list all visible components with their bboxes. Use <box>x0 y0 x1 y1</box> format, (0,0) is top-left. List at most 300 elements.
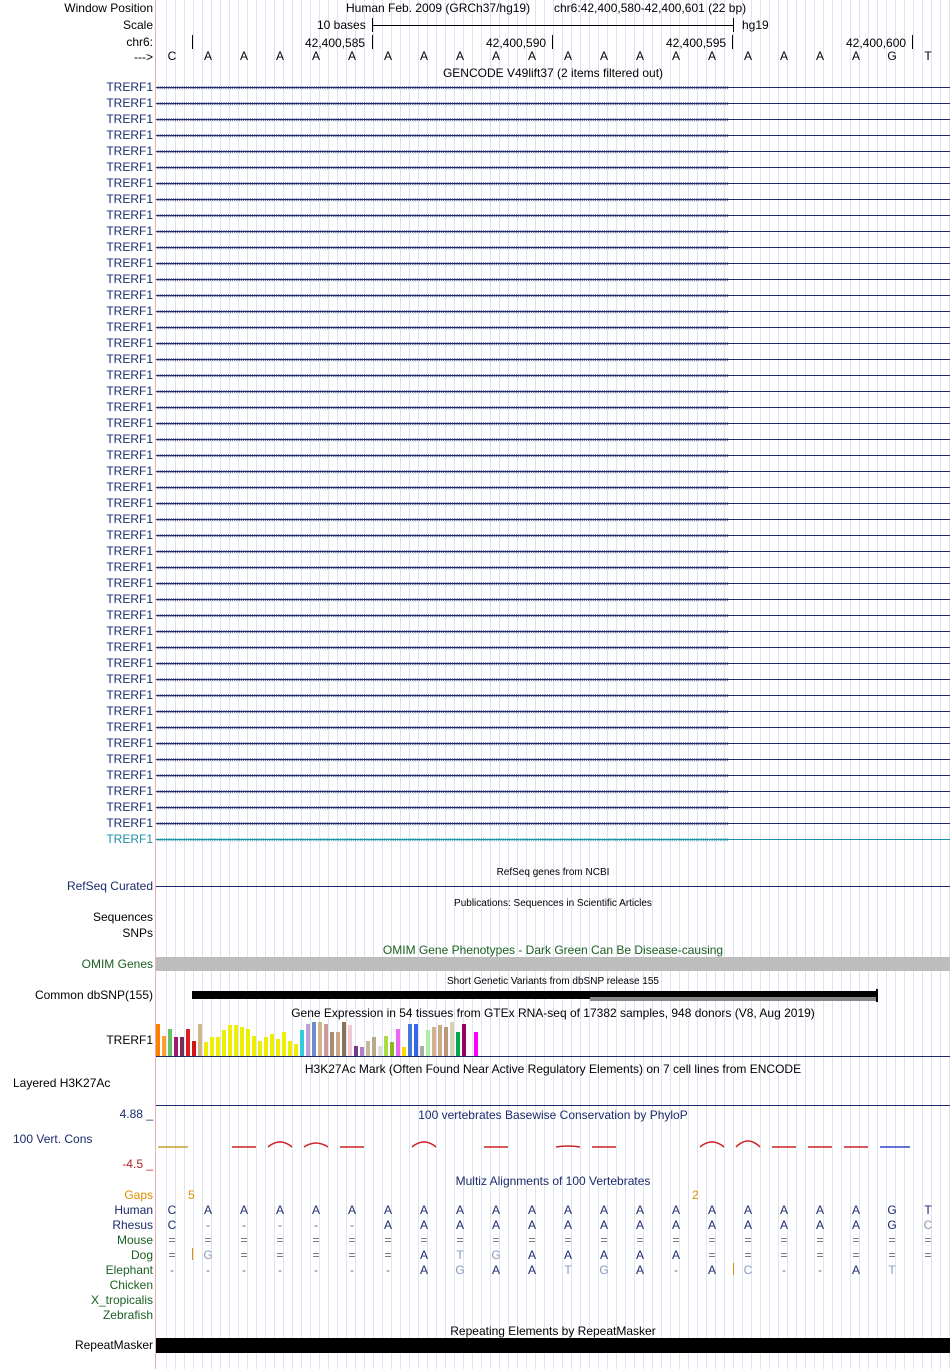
strand-chevrons-icon: ‹‹‹‹‹‹‹‹‹‹‹‹‹‹‹‹‹‹‹‹‹‹‹‹‹‹‹‹‹‹‹‹‹‹‹‹‹‹‹‹‹‹‹‹‹‹‹‹‹‹‹‹‹‹‹‹‹‹‹‹‹‹‹‹‹‹‹‹‹‹‹‹‹‹‹‹‹‹‹‹‹‹‹‹‹‹‹‹‹‹‹‹‹‹‹‹‹‹‹‹‹‹‹‹‹‹‹‹‹‹‹‹‹‹‹‹‹‹‹‹‹‹‹‹‹‹‹‹‹‹‹‹‹‹‹‹‹‹‹‹‹‹‹‹‹‹‹‹‹‹‹‹‹‹‹‹‹‹‹‹‹‹‹‹‹‹‹‹‹‹‹‹‹‹‹‹‹‹‹‹‹‹‹‹‹‹‹‹‹‹‹‹‹‹‹‹‹‹‹‹‹‹‹‹‹‹‹‹‹‹‹‹‹‹‹‹‹‹‹‹‹‹‹‹‹‹‹‹‹‹‹‹‹‹‹‹‹‹‹‹‹‹‹‹‹‹‹‹‹‹‹‹‹‹‹‹‹‹‹‹ <box>156 516 728 523</box>
gtex-tissue-bar[interactable] <box>330 1032 334 1056</box>
alignment-base: - <box>242 1263 246 1277</box>
gencode-transcript-label[interactable]: TRERF1 <box>106 768 153 782</box>
gtex-tissue-bar[interactable] <box>348 1025 352 1056</box>
gencode-transcript[interactable] <box>156 372 950 378</box>
gtex-tissue-bar[interactable] <box>156 1024 160 1056</box>
insertion-marker <box>733 1263 734 1275</box>
gencode-transcript[interactable] <box>156 580 950 586</box>
ruler-tick-start <box>192 35 193 49</box>
dbsnp-title[interactable]: Short Genetic Variants from dbSNP release 155 <box>447 976 659 987</box>
gtex-tissue-bar[interactable] <box>462 1024 466 1056</box>
gencode-transcript-label[interactable]: TRERF1 <box>106 544 153 558</box>
gtex-tissue-bar[interactable] <box>228 1025 232 1056</box>
gencode-transcript[interactable] <box>156 116 950 122</box>
strand-chevrons-icon: ‹‹‹‹‹‹‹‹‹‹‹‹‹‹‹‹‹‹‹‹‹‹‹‹‹‹‹‹‹‹‹‹‹‹‹‹‹‹‹‹‹‹‹‹‹‹‹‹‹‹‹‹‹‹‹‹‹‹‹‹‹‹‹‹‹‹‹‹‹‹‹‹‹‹‹‹‹‹‹‹‹‹‹‹‹‹‹‹‹‹‹‹‹‹‹‹‹‹‹‹‹‹‹‹‹‹‹‹‹‹‹‹‹‹‹‹‹‹‹‹‹‹‹‹‹‹‹‹‹‹‹‹‹‹‹‹‹‹‹‹‹‹‹‹‹‹‹‹‹‹‹‹‹‹‹‹‹‹‹‹‹‹‹‹‹‹‹‹‹‹‹‹‹‹‹‹‹‹‹‹‹‹‹‹‹‹‹‹‹‹‹‹‹‹‹‹‹‹‹‹‹‹‹‹‹‹‹‹‹‹‹‹‹‹‹‹‹‹‹‹‹‹‹‹‹‹‹‹‹‹‹‹‹‹‹‹‹‹‹‹‹‹‹‹‹‹‹‹‹‹‹‹‹‹‹‹‹‹‹‹ <box>156 804 728 811</box>
species-label[interactable]: Human <box>114 1203 153 1217</box>
gencode-transcript[interactable] <box>156 356 950 362</box>
gtex-tissue-bar[interactable] <box>252 1036 256 1056</box>
species-label[interactable]: X_tropicalis <box>90 1293 153 1307</box>
gencode-transcript[interactable] <box>156 484 950 490</box>
gencode-transcript-label[interactable]: TRERF1 <box>106 480 153 494</box>
gencode-transcript-label[interactable]: TRERF1 <box>106 784 153 798</box>
gtex-tissue-bar[interactable] <box>192 1041 196 1056</box>
gencode-transcript-label[interactable]: TRERF1 <box>106 672 153 686</box>
gencode-transcript[interactable] <box>156 836 950 842</box>
gencode-transcript[interactable] <box>156 756 950 762</box>
position-range: chr6:42,400,580-42,400,601 (22 bp) <box>554 1 747 15</box>
gencode-transcript-label[interactable]: TRERF1 <box>106 160 153 174</box>
cons-label[interactable]: 100 Vert. Cons <box>13 1132 93 1146</box>
cons-title[interactable]: 100 vertebrates Basewise Conservation by PhyloP <box>418 1108 688 1122</box>
gencode-transcript[interactable] <box>156 180 950 186</box>
gencode-transcript-label[interactable]: TRERF1 <box>106 192 153 206</box>
gtex-tissue-bar[interactable] <box>450 1022 454 1056</box>
alignment-base: = <box>636 1233 644 1247</box>
gtex-tissue-bar[interactable] <box>372 1037 376 1056</box>
gencode-transcript[interactable] <box>156 164 950 170</box>
window-position-label: Window Position <box>64 1 153 15</box>
gencode-transcript-label[interactable]: TRERF1 <box>106 256 153 270</box>
multiz-title[interactable]: Multiz Alignments of 100 Vertebrates <box>455 1174 651 1188</box>
gencode-transcript-label[interactable]: TRERF1 <box>106 112 153 126</box>
gencode-transcript[interactable] <box>156 708 950 714</box>
alignment-base: = <box>780 1233 788 1247</box>
gencode-transcript[interactable] <box>156 276 950 282</box>
reference-base: A <box>275 49 284 63</box>
strand-chevrons-icon: ‹‹‹‹‹‹‹‹‹‹‹‹‹‹‹‹‹‹‹‹‹‹‹‹‹‹‹‹‹‹‹‹‹‹‹‹‹‹‹‹‹‹‹‹‹‹‹‹‹‹‹‹‹‹‹‹‹‹‹‹‹‹‹‹‹‹‹‹‹‹‹‹‹‹‹‹‹‹‹‹‹‹‹‹‹‹‹‹‹‹‹‹‹‹‹‹‹‹‹‹‹‹‹‹‹‹‹‹‹‹‹‹‹‹‹‹‹‹‹‹‹‹‹‹‹‹‹‹‹‹‹‹‹‹‹‹‹‹‹‹‹‹‹‹‹‹‹‹‹‹‹‹‹‹‹‹‹‹‹‹‹‹‹‹‹‹‹‹‹‹‹‹‹‹‹‹‹‹‹‹‹‹‹‹‹‹‹‹‹‹‹‹‹‹‹‹‹‹‹‹‹‹‹‹‹‹‹‹‹‹‹‹‹‹‹‹‹‹‹‹‹‹‹‹‹‹‹‹‹‹‹‹‹‹‹‹‹‹‹‹‹‹‹‹‹‹‹‹‹‹‹‹‹‹‹‹‹‹‹‹ <box>156 356 728 363</box>
gtex-bar-chart[interactable] <box>156 1022 556 1056</box>
gencode-transcript-label[interactable]: TRERF1 <box>106 400 153 414</box>
gencode-transcript-label[interactable]: TRERF1 <box>106 352 153 366</box>
gencode-transcript[interactable] <box>156 420 950 426</box>
publications-sequences-label[interactable]: Sequences <box>92 910 153 924</box>
strand-chevrons-icon: ‹‹‹‹‹‹‹‹‹‹‹‹‹‹‹‹‹‹‹‹‹‹‹‹‹‹‹‹‹‹‹‹‹‹‹‹‹‹‹‹‹‹‹‹‹‹‹‹‹‹‹‹‹‹‹‹‹‹‹‹‹‹‹‹‹‹‹‹‹‹‹‹‹‹‹‹‹‹‹‹‹‹‹‹‹‹‹‹‹‹‹‹‹‹‹‹‹‹‹‹‹‹‹‹‹‹‹‹‹‹‹‹‹‹‹‹‹‹‹‹‹‹‹‹‹‹‹‹‹‹‹‹‹‹‹‹‹‹‹‹‹‹‹‹‹‹‹‹‹‹‹‹‹‹‹‹‹‹‹‹‹‹‹‹‹‹‹‹‹‹‹‹‹‹‹‹‹‹‹‹‹‹‹‹‹‹‹‹‹‹‹‹‹‹‹‹‹‹‹‹‹‹‹‹‹‹‹‹‹‹‹‹‹‹‹‹‹‹‹‹‹‹‹‹‹‹‹‹‹‹‹‹‹‹‹‹‹‹‹‹‹‹‹‹‹‹‹‹‹‹‹‹‹‹‹‹‹‹‹‹ <box>156 500 728 507</box>
reference-base: A <box>419 49 428 63</box>
omim-label[interactable]: OMIM Genes <box>81 957 153 971</box>
gencode-transcript[interactable] <box>156 692 950 698</box>
h3k27ac-label[interactable]: Layered H3K27Ac <box>13 1076 111 1090</box>
gtex-tissue-bar[interactable] <box>168 1029 172 1056</box>
alignment-base: = <box>456 1233 464 1247</box>
gencode-transcript-label[interactable]: TRERF1 <box>106 336 153 350</box>
gap-count: 2 <box>692 1188 699 1202</box>
ruler-label: 42,400,595 <box>666 36 727 50</box>
reference-base: A <box>527 49 536 63</box>
gencode-transcript-label[interactable]: TRERF1 <box>106 624 153 638</box>
gtex-tissue-bar[interactable] <box>294 1044 298 1056</box>
strand-chevrons-icon: ‹‹‹‹‹‹‹‹‹‹‹‹‹‹‹‹‹‹‹‹‹‹‹‹‹‹‹‹‹‹‹‹‹‹‹‹‹‹‹‹‹‹‹‹‹‹‹‹‹‹‹‹‹‹‹‹‹‹‹‹‹‹‹‹‹‹‹‹‹‹‹‹‹‹‹‹‹‹‹‹‹‹‹‹‹‹‹‹‹‹‹‹‹‹‹‹‹‹‹‹‹‹‹‹‹‹‹‹‹‹‹‹‹‹‹‹‹‹‹‹‹‹‹‹‹‹‹‹‹‹‹‹‹‹‹‹‹‹‹‹‹‹‹‹‹‹‹‹‹‹‹‹‹‹‹‹‹‹‹‹‹‹‹‹‹‹‹‹‹‹‹‹‹‹‹‹‹‹‹‹‹‹‹‹‹‹‹‹‹‹‹‹‹‹‹‹‹‹‹‹‹‹‹‹‹‹‹‹‹‹‹‹‹‹‹‹‹‹‹‹‹‹‹‹‹‹‹‹‹‹‹‹‹‹‹‹‹‹‹‹‹‹‹‹‹‹‹‹‹‹‹‹‹‹‹‹‹‹‹‹ <box>156 164 728 171</box>
gencode-transcript-label[interactable]: TRERF1 <box>106 752 153 766</box>
gtex-tissue-bar[interactable] <box>180 1037 184 1056</box>
gencode-transcript[interactable] <box>156 308 950 314</box>
alignment-base: A <box>347 1203 356 1217</box>
species-label[interactable]: Mouse <box>116 1233 153 1247</box>
alignment-base: = <box>492 1233 500 1247</box>
gencode-transcript-label[interactable]: TRERF1 <box>106 80 153 94</box>
gencode-transcript[interactable] <box>156 148 950 154</box>
alignment-base: = <box>924 1233 932 1247</box>
gencode-transcript-label[interactable]: TRERF1 <box>106 240 153 254</box>
strand-chevrons-icon: ‹‹‹‹‹‹‹‹‹‹‹‹‹‹‹‹‹‹‹‹‹‹‹‹‹‹‹‹‹‹‹‹‹‹‹‹‹‹‹‹‹‹‹‹‹‹‹‹‹‹‹‹‹‹‹‹‹‹‹‹‹‹‹‹‹‹‹‹‹‹‹‹‹‹‹‹‹‹‹‹‹‹‹‹‹‹‹‹‹‹‹‹‹‹‹‹‹‹‹‹‹‹‹‹‹‹‹‹‹‹‹‹‹‹‹‹‹‹‹‹‹‹‹‹‹‹‹‹‹‹‹‹‹‹‹‹‹‹‹‹‹‹‹‹‹‹‹‹‹‹‹‹‹‹‹‹‹‹‹‹‹‹‹‹‹‹‹‹‹‹‹‹‹‹‹‹‹‹‹‹‹‹‹‹‹‹‹‹‹‹‹‹‹‹‹‹‹‹‹‹‹‹‹‹‹‹‹‹‹‹‹‹‹‹‹‹‹‹‹‹‹‹‹‹‹‹‹‹‹‹‹‹‹‹‹‹‹‹‹‹‹‹‹‹‹‹‹‹‹‹‹‹‹‹‹‹‹‹‹‹ <box>156 84 728 91</box>
gencode-transcript-label[interactable]: TRERF1 <box>106 496 153 510</box>
gtex-tissue-bar[interactable] <box>354 1046 358 1056</box>
alignment-base: C <box>923 1218 933 1232</box>
reference-base: A <box>707 49 716 63</box>
gtex-tissue-bar[interactable] <box>174 1037 178 1056</box>
gencode-transcript-label[interactable]: TRERF1 <box>106 384 153 398</box>
dbsnp-label[interactable]: Common dbSNP(155) <box>34 988 153 1002</box>
publications-title[interactable]: Publications: Sequences in Scientific Articles <box>454 898 652 909</box>
omim-feature[interactable] <box>156 957 950 971</box>
gencode-transcript[interactable] <box>156 660 950 666</box>
alignment-base: A <box>563 1203 572 1217</box>
reference-base: A <box>671 49 680 63</box>
alignment-base: = <box>816 1233 824 1247</box>
gencode-transcript[interactable] <box>156 468 950 474</box>
gencode-transcript[interactable] <box>156 244 950 250</box>
alignment-base: A <box>707 1218 716 1232</box>
gtex-tissue-bar[interactable] <box>300 1030 304 1056</box>
gtex-tissue-bar[interactable] <box>444 1027 448 1056</box>
refseq-gene-line[interactable] <box>156 886 950 887</box>
gencode-transcript-label[interactable]: TRERF1 <box>106 704 153 718</box>
alignment-base: = <box>240 1233 248 1247</box>
gencode-transcript[interactable] <box>156 196 950 202</box>
gencode-transcript-label[interactable]: TRERF1 <box>106 640 153 654</box>
gtex-tissue-bar[interactable] <box>438 1025 442 1056</box>
gtex-tissue-bar[interactable] <box>318 1022 322 1056</box>
strand-chevrons-icon: ‹‹‹‹‹‹‹‹‹‹‹‹‹‹‹‹‹‹‹‹‹‹‹‹‹‹‹‹‹‹‹‹‹‹‹‹‹‹‹‹‹‹‹‹‹‹‹‹‹‹‹‹‹‹‹‹‹‹‹‹‹‹‹‹‹‹‹‹‹‹‹‹‹‹‹‹‹‹‹‹‹‹‹‹‹‹‹‹‹‹‹‹‹‹‹‹‹‹‹‹‹‹‹‹‹‹‹‹‹‹‹‹‹‹‹‹‹‹‹‹‹‹‹‹‹‹‹‹‹‹‹‹‹‹‹‹‹‹‹‹‹‹‹‹‹‹‹‹‹‹‹‹‹‹‹‹‹‹‹‹‹‹‹‹‹‹‹‹‹‹‹‹‹‹‹‹‹‹‹‹‹‹‹‹‹‹‹‹‹‹‹‹‹‹‹‹‹‹‹‹‹‹‹‹‹‹‹‹‹‹‹‹‹‹‹‹‹‹‹‹‹‹‹‹‹‹‹‹‹‹‹‹‹‹‹‹‹‹‹‹‹‹‹‹‹‹‹‹‹‹‹‹‹‹‹‹‹‹‹‹ <box>156 708 728 715</box>
cons-wiggle[interactable] <box>156 1128 950 1168</box>
alignment-base: A <box>671 1203 680 1217</box>
strand-chevrons-icon: ‹‹‹‹‹‹‹‹‹‹‹‹‹‹‹‹‹‹‹‹‹‹‹‹‹‹‹‹‹‹‹‹‹‹‹‹‹‹‹‹‹‹‹‹‹‹‹‹‹‹‹‹‹‹‹‹‹‹‹‹‹‹‹‹‹‹‹‹‹‹‹‹‹‹‹‹‹‹‹‹‹‹‹‹‹‹‹‹‹‹‹‹‹‹‹‹‹‹‹‹‹‹‹‹‹‹‹‹‹‹‹‹‹‹‹‹‹‹‹‹‹‹‹‹‹‹‹‹‹‹‹‹‹‹‹‹‹‹‹‹‹‹‹‹‹‹‹‹‹‹‹‹‹‹‹‹‹‹‹‹‹‹‹‹‹‹‹‹‹‹‹‹‹‹‹‹‹‹‹‹‹‹‹‹‹‹‹‹‹‹‹‹‹‹‹‹‹‹‹‹‹‹‹‹‹‹‹‹‹‹‹‹‹‹‹‹‹‹‹‹‹‹‹‹‹‹‹‹‹‹‹‹‹‹‹‹‹‹‹‹‹‹‹‹‹‹‹‹‹‹‹‹‹‹‹‹‹‹‹‹ <box>156 212 728 219</box>
gtex-tissue-bar[interactable] <box>198 1024 202 1056</box>
strand-chevrons-icon: ‹‹‹‹‹‹‹‹‹‹‹‹‹‹‹‹‹‹‹‹‹‹‹‹‹‹‹‹‹‹‹‹‹‹‹‹‹‹‹‹‹‹‹‹‹‹‹‹‹‹‹‹‹‹‹‹‹‹‹‹‹‹‹‹‹‹‹‹‹‹‹‹‹‹‹‹‹‹‹‹‹‹‹‹‹‹‹‹‹‹‹‹‹‹‹‹‹‹‹‹‹‹‹‹‹‹‹‹‹‹‹‹‹‹‹‹‹‹‹‹‹‹‹‹‹‹‹‹‹‹‹‹‹‹‹‹‹‹‹‹‹‹‹‹‹‹‹‹‹‹‹‹‹‹‹‹‹‹‹‹‹‹‹‹‹‹‹‹‹‹‹‹‹‹‹‹‹‹‹‹‹‹‹‹‹‹‹‹‹‹‹‹‹‹‹‹‹‹‹‹‹‹‹‹‹‹‹‹‹‹‹‹‹‹‹‹‹‹‹‹‹‹‹‹‹‹‹‹‹‹‹‹‹‹‹‹‹‹‹‹‹‹‹‹‹‹‹‹‹‹‹‹‹‹‹‹‹‹‹‹ <box>156 548 728 555</box>
gtex-tissue-bar[interactable] <box>258 1041 262 1056</box>
reference-base: A <box>383 49 392 63</box>
alignment-base: A <box>563 1218 572 1232</box>
gtex-tissue-bar[interactable] <box>426 1030 430 1056</box>
gencode-transcript[interactable] <box>156 132 950 138</box>
strand-chevrons-icon: ‹‹‹‹‹‹‹‹‹‹‹‹‹‹‹‹‹‹‹‹‹‹‹‹‹‹‹‹‹‹‹‹‹‹‹‹‹‹‹‹‹‹‹‹‹‹‹‹‹‹‹‹‹‹‹‹‹‹‹‹‹‹‹‹‹‹‹‹‹‹‹‹‹‹‹‹‹‹‹‹‹‹‹‹‹‹‹‹‹‹‹‹‹‹‹‹‹‹‹‹‹‹‹‹‹‹‹‹‹‹‹‹‹‹‹‹‹‹‹‹‹‹‹‹‹‹‹‹‹‹‹‹‹‹‹‹‹‹‹‹‹‹‹‹‹‹‹‹‹‹‹‹‹‹‹‹‹‹‹‹‹‹‹‹‹‹‹‹‹‹‹‹‹‹‹‹‹‹‹‹‹‹‹‹‹‹‹‹‹‹‹‹‹‹‹‹‹‹‹‹‹‹‹‹‹‹‹‹‹‹‹‹‹‹‹‹‹‹‹‹‹‹‹‹‹‹‹‹‹‹‹‹‹‹‹‹‹‹‹‹‹‹‹‹‹‹‹‹‹‹‹‹‹‹‹‹‹‹‹‹ <box>156 820 728 827</box>
gencode-transcript[interactable] <box>156 724 950 730</box>
reference-base: G <box>887 49 897 63</box>
alignment-base: = <box>168 1248 176 1262</box>
alignment-base: - <box>206 1263 210 1277</box>
strand-label[interactable]: ---> <box>134 50 153 64</box>
alignment-base: - <box>278 1218 282 1232</box>
alignment-base: A <box>635 1218 644 1232</box>
reference-base: A <box>815 49 824 63</box>
gencode-transcript-label[interactable]: TRERF1 <box>106 464 153 478</box>
cons-wiggle-segment <box>700 1142 724 1147</box>
alignment-base: = <box>600 1233 608 1247</box>
gencode-title[interactable]: GENCODE V49lift37 (2 items filtered out) <box>442 66 664 80</box>
gtex-tissue-bar[interactable] <box>390 1042 394 1056</box>
gtex-label[interactable]: TRERF1 <box>106 1033 153 1047</box>
gencode-transcript-label[interactable]: TRERF1 <box>106 512 153 526</box>
gtex-tissue-bar[interactable] <box>162 1036 166 1056</box>
alignment-base: = <box>384 1233 392 1247</box>
strand-chevrons-icon: ‹‹‹‹‹‹‹‹‹‹‹‹‹‹‹‹‹‹‹‹‹‹‹‹‹‹‹‹‹‹‹‹‹‹‹‹‹‹‹‹‹‹‹‹‹‹‹‹‹‹‹‹‹‹‹‹‹‹‹‹‹‹‹‹‹‹‹‹‹‹‹‹‹‹‹‹‹‹‹‹‹‹‹‹‹‹‹‹‹‹‹‹‹‹‹‹‹‹‹‹‹‹‹‹‹‹‹‹‹‹‹‹‹‹‹‹‹‹‹‹‹‹‹‹‹‹‹‹‹‹‹‹‹‹‹‹‹‹‹‹‹‹‹‹‹‹‹‹‹‹‹‹‹‹‹‹‹‹‹‹‹‹‹‹‹‹‹‹‹‹‹‹‹‹‹‹‹‹‹‹‹‹‹‹‹‹‹‹‹‹‹‹‹‹‹‹‹‹‹‹‹‹‹‹‹‹‹‹‹‹‹‹‹‹‹‹‹‹‹‹‹‹‹‹‹‹‹‹‹‹‹‹‹‹‹‹‹‹‹‹‹‹‹‹‹‹‹‹‹‹‹‹‹‹‹‹‹‹‹‹ <box>156 180 728 187</box>
alignment-base: A <box>239 1203 248 1217</box>
gencode-transcript[interactable] <box>156 100 950 106</box>
gencode-transcript-label[interactable]: TRERF1 <box>106 416 153 430</box>
gencode-transcript[interactable] <box>156 532 950 538</box>
alignment-base: A <box>383 1203 392 1217</box>
cons-max: 4.88 _ <box>119 1107 153 1121</box>
strand-chevrons-icon: ‹‹‹‹‹‹‹‹‹‹‹‹‹‹‹‹‹‹‹‹‹‹‹‹‹‹‹‹‹‹‹‹‹‹‹‹‹‹‹‹‹‹‹‹‹‹‹‹‹‹‹‹‹‹‹‹‹‹‹‹‹‹‹‹‹‹‹‹‹‹‹‹‹‹‹‹‹‹‹‹‹‹‹‹‹‹‹‹‹‹‹‹‹‹‹‹‹‹‹‹‹‹‹‹‹‹‹‹‹‹‹‹‹‹‹‹‹‹‹‹‹‹‹‹‹‹‹‹‹‹‹‹‹‹‹‹‹‹‹‹‹‹‹‹‹‹‹‹‹‹‹‹‹‹‹‹‹‹‹‹‹‹‹‹‹‹‹‹‹‹‹‹‹‹‹‹‹‹‹‹‹‹‹‹‹‹‹‹‹‹‹‹‹‹‹‹‹‹‹‹‹‹‹‹‹‹‹‹‹‹‹‹‹‹‹‹‹‹‹‹‹‹‹‹‹‹‹‹‹‹‹‹‹‹‹‹‹‹‹‹‹‹‹‹‹‹‹‹‹‹‹‹‹‹‹‹‹‹‹‹ <box>156 836 728 843</box>
reference-base: A <box>491 49 500 63</box>
scale-label: Scale <box>122 18 153 32</box>
alignment-base: = <box>240 1248 248 1262</box>
alignment-base: = <box>348 1248 356 1262</box>
strand-chevrons-icon: ‹‹‹‹‹‹‹‹‹‹‹‹‹‹‹‹‹‹‹‹‹‹‹‹‹‹‹‹‹‹‹‹‹‹‹‹‹‹‹‹‹‹‹‹‹‹‹‹‹‹‹‹‹‹‹‹‹‹‹‹‹‹‹‹‹‹‹‹‹‹‹‹‹‹‹‹‹‹‹‹‹‹‹‹‹‹‹‹‹‹‹‹‹‹‹‹‹‹‹‹‹‹‹‹‹‹‹‹‹‹‹‹‹‹‹‹‹‹‹‹‹‹‹‹‹‹‹‹‹‹‹‹‹‹‹‹‹‹‹‹‹‹‹‹‹‹‹‹‹‹‹‹‹‹‹‹‹‹‹‹‹‹‹‹‹‹‹‹‹‹‹‹‹‹‹‹‹‹‹‹‹‹‹‹‹‹‹‹‹‹‹‹‹‹‹‹‹‹‹‹‹‹‹‹‹‹‹‹‹‹‹‹‹‹‹‹‹‹‹‹‹‹‹‹‹‹‹‹‹‹‹‹‹‹‹‹‹‹‹‹‹‹‹‹‹‹‹‹‹‹‹‹‹‹‹‹‹‹‹‹ <box>156 468 728 475</box>
gencode-transcript[interactable] <box>156 340 950 346</box>
gencode-transcript-label[interactable]: TRERF1 <box>106 224 153 238</box>
refseq-title[interactable]: RefSeq genes from NCBI <box>496 867 610 878</box>
gtex-tissue-bar[interactable] <box>384 1036 388 1056</box>
gtex-tissue-bar[interactable] <box>402 1047 406 1056</box>
ruler-label: 42,400,600 <box>846 36 907 50</box>
gencode-transcript-label[interactable]: TRERF1 <box>106 592 153 606</box>
alignment-base: - <box>170 1263 174 1277</box>
gtex-tissue-bar[interactable] <box>408 1024 412 1056</box>
gencode-transcript[interactable] <box>156 804 950 810</box>
gtex-tissue-bar[interactable] <box>216 1037 220 1056</box>
alignment-base: A <box>671 1218 680 1232</box>
alignment-base: A <box>779 1203 788 1217</box>
gencode-transcript-label[interactable]: TRERF1 <box>106 96 153 110</box>
dbsnp-feature-secondary[interactable] <box>590 997 878 1001</box>
strand-chevrons-icon: ‹‹‹‹‹‹‹‹‹‹‹‹‹‹‹‹‹‹‹‹‹‹‹‹‹‹‹‹‹‹‹‹‹‹‹‹‹‹‹‹‹‹‹‹‹‹‹‹‹‹‹‹‹‹‹‹‹‹‹‹‹‹‹‹‹‹‹‹‹‹‹‹‹‹‹‹‹‹‹‹‹‹‹‹‹‹‹‹‹‹‹‹‹‹‹‹‹‹‹‹‹‹‹‹‹‹‹‹‹‹‹‹‹‹‹‹‹‹‹‹‹‹‹‹‹‹‹‹‹‹‹‹‹‹‹‹‹‹‹‹‹‹‹‹‹‹‹‹‹‹‹‹‹‹‹‹‹‹‹‹‹‹‹‹‹‹‹‹‹‹‹‹‹‹‹‹‹‹‹‹‹‹‹‹‹‹‹‹‹‹‹‹‹‹‹‹‹‹‹‹‹‹‹‹‹‹‹‹‹‹‹‹‹‹‹‹‹‹‹‹‹‹‹‹‹‹‹‹‹‹‹‹‹‹‹‹‹‹‹‹‹‹‹‹‹‹‹‹‹‹‹‹‹‹‹‹‹‹‹‹ <box>156 580 728 587</box>
alignment-base: G <box>887 1218 897 1232</box>
scale-bar-left-tick <box>372 18 373 32</box>
alignment-base: = <box>168 1233 176 1247</box>
gencode-transcript-label[interactable]: TRERF1 <box>106 176 153 190</box>
gencode-transcript-label[interactable]: TRERF1 <box>106 720 153 734</box>
alignment-base: A <box>635 1203 644 1217</box>
alignment-base: A <box>851 1218 860 1232</box>
gencode-transcript-label[interactable]: TRERF1 <box>106 288 153 302</box>
gencode-transcript[interactable] <box>156 548 950 554</box>
gtex-baseline <box>156 1056 950 1057</box>
gencode-transcript-label[interactable]: TRERF1 <box>106 368 153 382</box>
strand-chevrons-icon: ‹‹‹‹‹‹‹‹‹‹‹‹‹‹‹‹‹‹‹‹‹‹‹‹‹‹‹‹‹‹‹‹‹‹‹‹‹‹‹‹‹‹‹‹‹‹‹‹‹‹‹‹‹‹‹‹‹‹‹‹‹‹‹‹‹‹‹‹‹‹‹‹‹‹‹‹‹‹‹‹‹‹‹‹‹‹‹‹‹‹‹‹‹‹‹‹‹‹‹‹‹‹‹‹‹‹‹‹‹‹‹‹‹‹‹‹‹‹‹‹‹‹‹‹‹‹‹‹‹‹‹‹‹‹‹‹‹‹‹‹‹‹‹‹‹‹‹‹‹‹‹‹‹‹‹‹‹‹‹‹‹‹‹‹‹‹‹‹‹‹‹‹‹‹‹‹‹‹‹‹‹‹‹‹‹‹‹‹‹‹‹‹‹‹‹‹‹‹‹‹‹‹‹‹‹‹‹‹‹‹‹‹‹‹‹‹‹‹‹‹‹‹‹‹‹‹‹‹‹‹‹‹‹‹‹‹‹‹‹‹‹‹‹‹‹‹‹‹‹‹‹‹‹‹‹‹‹‹‹‹ <box>156 196 728 203</box>
strand-chevrons-icon: ‹‹‹‹‹‹‹‹‹‹‹‹‹‹‹‹‹‹‹‹‹‹‹‹‹‹‹‹‹‹‹‹‹‹‹‹‹‹‹‹‹‹‹‹‹‹‹‹‹‹‹‹‹‹‹‹‹‹‹‹‹‹‹‹‹‹‹‹‹‹‹‹‹‹‹‹‹‹‹‹‹‹‹‹‹‹‹‹‹‹‹‹‹‹‹‹‹‹‹‹‹‹‹‹‹‹‹‹‹‹‹‹‹‹‹‹‹‹‹‹‹‹‹‹‹‹‹‹‹‹‹‹‹‹‹‹‹‹‹‹‹‹‹‹‹‹‹‹‹‹‹‹‹‹‹‹‹‹‹‹‹‹‹‹‹‹‹‹‹‹‹‹‹‹‹‹‹‹‹‹‹‹‹‹‹‹‹‹‹‹‹‹‹‹‹‹‹‹‹‹‹‹‹‹‹‹‹‹‹‹‹‹‹‹‹‹‹‹‹‹‹‹‹‹‹‹‹‹‹‹‹‹‹‹‹‹‹‹‹‹‹‹‹‹‹‹‹‹‹‹‹‹‹‹‹‹‹‹‹‹ <box>156 420 728 427</box>
gtex-tissue-bar[interactable] <box>342 1022 346 1056</box>
alignment-base: A <box>815 1203 824 1217</box>
gtex-title[interactable]: Gene Expression in 54 tissues from GTEx RNA-seq of 17382 samples, 948 donors (V8, Aug 2019) <box>291 1006 815 1020</box>
strand-chevrons-icon: ‹‹‹‹‹‹‹‹‹‹‹‹‹‹‹‹‹‹‹‹‹‹‹‹‹‹‹‹‹‹‹‹‹‹‹‹‹‹‹‹‹‹‹‹‹‹‹‹‹‹‹‹‹‹‹‹‹‹‹‹‹‹‹‹‹‹‹‹‹‹‹‹‹‹‹‹‹‹‹‹‹‹‹‹‹‹‹‹‹‹‹‹‹‹‹‹‹‹‹‹‹‹‹‹‹‹‹‹‹‹‹‹‹‹‹‹‹‹‹‹‹‹‹‹‹‹‹‹‹‹‹‹‹‹‹‹‹‹‹‹‹‹‹‹‹‹‹‹‹‹‹‹‹‹‹‹‹‹‹‹‹‹‹‹‹‹‹‹‹‹‹‹‹‹‹‹‹‹‹‹‹‹‹‹‹‹‹‹‹‹‹‹‹‹‹‹‹‹‹‹‹‹‹‹‹‹‹‹‹‹‹‹‹‹‹‹‹‹‹‹‹‹‹‹‹‹‹‹‹‹‹‹‹‹‹‹‹‹‹‹‹‹‹‹‹‹‹‹‹‹‹‹‹‹‹‹‹‹‹‹ <box>156 644 728 651</box>
gencode-transcript[interactable] <box>156 596 950 602</box>
ruler-tick <box>732 35 733 49</box>
gencode-transcript[interactable] <box>156 628 950 634</box>
gencode-transcript[interactable] <box>156 260 950 266</box>
gencode-transcript[interactable] <box>156 404 950 410</box>
alignment-base: A <box>527 1203 536 1217</box>
gencode-transcript-label[interactable]: TRERF1 <box>106 144 153 158</box>
gtex-tissue-bar[interactable] <box>222 1030 226 1056</box>
gtex-tissue-bar[interactable] <box>186 1029 190 1056</box>
gtex-tissue-bar[interactable] <box>432 1027 436 1056</box>
gencode-transcript[interactable] <box>156 564 950 570</box>
strand-chevrons-icon: ‹‹‹‹‹‹‹‹‹‹‹‹‹‹‹‹‹‹‹‹‹‹‹‹‹‹‹‹‹‹‹‹‹‹‹‹‹‹‹‹‹‹‹‹‹‹‹‹‹‹‹‹‹‹‹‹‹‹‹‹‹‹‹‹‹‹‹‹‹‹‹‹‹‹‹‹‹‹‹‹‹‹‹‹‹‹‹‹‹‹‹‹‹‹‹‹‹‹‹‹‹‹‹‹‹‹‹‹‹‹‹‹‹‹‹‹‹‹‹‹‹‹‹‹‹‹‹‹‹‹‹‹‹‹‹‹‹‹‹‹‹‹‹‹‹‹‹‹‹‹‹‹‹‹‹‹‹‹‹‹‹‹‹‹‹‹‹‹‹‹‹‹‹‹‹‹‹‹‹‹‹‹‹‹‹‹‹‹‹‹‹‹‹‹‹‹‹‹‹‹‹‹‹‹‹‹‹‹‹‹‹‹‹‹‹‹‹‹‹‹‹‹‹‹‹‹‹‹‹‹‹‹‹‹‹‹‹‹‹‹‹‹‹‹‹‹‹‹‹‹‹‹‹‹‹‹‹‹‹‹ <box>156 452 728 459</box>
gencode-transcript-label[interactable]: TRERF1 <box>106 688 153 702</box>
h3k27ac-title[interactable]: H3K27Ac Mark (Often Found Near Active Regulatory Elements) on 7 cell lines from ENCODE <box>304 1062 802 1076</box>
gencode-transcript-label[interactable]: TRERF1 <box>106 432 153 446</box>
gencode-transcript-label[interactable]: TRERF1 <box>106 576 153 590</box>
gencode-transcript-label[interactable]: TRERF1 <box>106 560 153 574</box>
alignment-base: T <box>564 1263 572 1277</box>
strand-chevrons-icon: ‹‹‹‹‹‹‹‹‹‹‹‹‹‹‹‹‹‹‹‹‹‹‹‹‹‹‹‹‹‹‹‹‹‹‹‹‹‹‹‹‹‹‹‹‹‹‹‹‹‹‹‹‹‹‹‹‹‹‹‹‹‹‹‹‹‹‹‹‹‹‹‹‹‹‹‹‹‹‹‹‹‹‹‹‹‹‹‹‹‹‹‹‹‹‹‹‹‹‹‹‹‹‹‹‹‹‹‹‹‹‹‹‹‹‹‹‹‹‹‹‹‹‹‹‹‹‹‹‹‹‹‹‹‹‹‹‹‹‹‹‹‹‹‹‹‹‹‹‹‹‹‹‹‹‹‹‹‹‹‹‹‹‹‹‹‹‹‹‹‹‹‹‹‹‹‹‹‹‹‹‹‹‹‹‹‹‹‹‹‹‹‹‹‹‹‹‹‹‹‹‹‹‹‹‹‹‹‹‹‹‹‹‹‹‹‹‹‹‹‹‹‹‹‹‹‹‹‹‹‹‹‹‹‹‹‹‹‹‹‹‹‹‹‹‹‹‹‹‹‹‹‹‹‹‹‹‹‹‹‹ <box>156 628 728 635</box>
cons-min: -4.5 _ <box>122 1157 153 1171</box>
gtex-tissue-bar[interactable] <box>420 1046 424 1056</box>
publications-snps-label[interactable]: SNPs <box>122 926 153 940</box>
gtex-tissue-bar[interactable] <box>366 1041 370 1056</box>
gencode-transcript-label[interactable]: TRERF1 <box>106 608 153 622</box>
species-label[interactable]: Elephant <box>105 1263 153 1277</box>
gtex-tissue-bar[interactable] <box>324 1024 328 1056</box>
alignment-base: A <box>635 1248 644 1262</box>
gencode-transcript-label[interactable]: TRERF1 <box>106 832 153 846</box>
gtex-tissue-bar[interactable] <box>336 1032 340 1056</box>
strand-chevrons-icon: ‹‹‹‹‹‹‹‹‹‹‹‹‹‹‹‹‹‹‹‹‹‹‹‹‹‹‹‹‹‹‹‹‹‹‹‹‹‹‹‹‹‹‹‹‹‹‹‹‹‹‹‹‹‹‹‹‹‹‹‹‹‹‹‹‹‹‹‹‹‹‹‹‹‹‹‹‹‹‹‹‹‹‹‹‹‹‹‹‹‹‹‹‹‹‹‹‹‹‹‹‹‹‹‹‹‹‹‹‹‹‹‹‹‹‹‹‹‹‹‹‹‹‹‹‹‹‹‹‹‹‹‹‹‹‹‹‹‹‹‹‹‹‹‹‹‹‹‹‹‹‹‹‹‹‹‹‹‹‹‹‹‹‹‹‹‹‹‹‹‹‹‹‹‹‹‹‹‹‹‹‹‹‹‹‹‹‹‹‹‹‹‹‹‹‹‹‹‹‹‹‹‹‹‹‹‹‹‹‹‹‹‹‹‹‹‹‹‹‹‹‹‹‹‹‹‹‹‹‹‹‹‹‹‹‹‹‹‹‹‹‹‹‹‹‹‹‹‹‹‹‹‹‹‹‹‹‹‹‹‹ <box>156 340 728 347</box>
reference-base: C <box>167 49 177 63</box>
gencode-transcript[interactable] <box>156 500 950 506</box>
alignment-base: A <box>527 1263 536 1277</box>
refseq-label[interactable]: RefSeq Curated <box>66 879 153 893</box>
alignment-base: - <box>206 1218 210 1232</box>
gencode-transcript[interactable] <box>156 388 950 394</box>
gencode-transcript[interactable] <box>156 84 950 90</box>
gtex-tissue-bar[interactable] <box>456 1032 460 1056</box>
ruler-tick <box>372 35 373 49</box>
gencode-transcript-label[interactable]: TRERF1 <box>106 800 153 814</box>
cons-wiggle-segment <box>736 1141 760 1147</box>
alignment-base: C <box>167 1203 177 1217</box>
ruler-tick <box>552 35 553 49</box>
gencode-transcript-label[interactable]: TRERF1 <box>106 816 153 830</box>
gtex-tissue-bar[interactable] <box>240 1027 244 1056</box>
gencode-transcript[interactable] <box>156 292 950 298</box>
alignment-base: - <box>782 1263 786 1277</box>
alignment-base: A <box>563 1248 572 1262</box>
gtex-tissue-bar[interactable] <box>246 1029 250 1056</box>
alignment-base: = <box>852 1233 860 1247</box>
gencode-transcript-label[interactable]: TRERF1 <box>106 304 153 318</box>
alignment-base: A <box>815 1218 824 1232</box>
repeatmasker-label[interactable]: RepeatMasker <box>74 1338 153 1352</box>
gtex-tissue-bar[interactable] <box>312 1022 316 1056</box>
alignment-base: A <box>527 1218 536 1232</box>
alignment-base: = <box>420 1233 428 1247</box>
alignment-base: A <box>419 1203 428 1217</box>
gencode-transcript[interactable] <box>156 324 950 330</box>
gtex-tissue-bar[interactable] <box>282 1032 286 1056</box>
gencode-transcript[interactable] <box>156 212 950 218</box>
gencode-transcript-label[interactable]: TRERF1 <box>106 208 153 222</box>
alignment-base: - <box>386 1263 390 1277</box>
alignment-base: A <box>671 1248 680 1262</box>
alignment-base: = <box>276 1233 284 1247</box>
gencode-transcript-label[interactable]: TRERF1 <box>106 320 153 334</box>
gtex-tissue-bar[interactable] <box>396 1029 400 1056</box>
gencode-transcript-label[interactable]: TRERF1 <box>106 272 153 286</box>
gencode-transcript-label[interactable]: TRERF1 <box>106 656 153 670</box>
strand-chevrons-icon: ‹‹‹‹‹‹‹‹‹‹‹‹‹‹‹‹‹‹‹‹‹‹‹‹‹‹‹‹‹‹‹‹‹‹‹‹‹‹‹‹‹‹‹‹‹‹‹‹‹‹‹‹‹‹‹‹‹‹‹‹‹‹‹‹‹‹‹‹‹‹‹‹‹‹‹‹‹‹‹‹‹‹‹‹‹‹‹‹‹‹‹‹‹‹‹‹‹‹‹‹‹‹‹‹‹‹‹‹‹‹‹‹‹‹‹‹‹‹‹‹‹‹‹‹‹‹‹‹‹‹‹‹‹‹‹‹‹‹‹‹‹‹‹‹‹‹‹‹‹‹‹‹‹‹‹‹‹‹‹‹‹‹‹‹‹‹‹‹‹‹‹‹‹‹‹‹‹‹‹‹‹‹‹‹‹‹‹‹‹‹‹‹‹‹‹‹‹‹‹‹‹‹‹‹‹‹‹‹‹‹‹‹‹‹‹‹‹‹‹‹‹‹‹‹‹‹‹‹‹‹‹‹‹‹‹‹‹‹‹‹‹‹‹‹‹‹‹‹‹‹‹‹‹‹‹‹‹‹‹‹ <box>156 292 728 299</box>
gencode-transcript[interactable] <box>156 436 950 442</box>
gtex-tissue-bar[interactable] <box>474 1032 478 1056</box>
gtex-tissue-bar[interactable] <box>210 1037 214 1056</box>
gtex-tissue-bar[interactable] <box>276 1039 280 1056</box>
gencode-transcript-label[interactable]: TRERF1 <box>106 448 153 462</box>
gtex-tissue-bar[interactable] <box>360 1047 364 1056</box>
alignment-base: C <box>743 1263 753 1277</box>
species-label[interactable]: Zebrafish <box>102 1308 153 1322</box>
scale-bar-right-tick <box>733 18 734 32</box>
gencode-transcript-label[interactable]: TRERF1 <box>106 736 153 750</box>
alignment-base: T <box>924 1203 932 1217</box>
species-label[interactable]: Dog <box>130 1248 153 1262</box>
alignment-base: A <box>599 1203 608 1217</box>
gtex-tissue-bar[interactable] <box>264 1037 268 1056</box>
gencode-transcript[interactable] <box>156 820 950 826</box>
gencode-transcript-label[interactable]: TRERF1 <box>106 528 153 542</box>
repeatmasker-title[interactable]: Repeating Elements by RepeatMasker <box>450 1324 656 1338</box>
gap-count: 5 <box>188 1188 195 1202</box>
gtex-tissue-bar[interactable] <box>234 1025 238 1056</box>
strand-chevrons-icon: ‹‹‹‹‹‹‹‹‹‹‹‹‹‹‹‹‹‹‹‹‹‹‹‹‹‹‹‹‹‹‹‹‹‹‹‹‹‹‹‹‹‹‹‹‹‹‹‹‹‹‹‹‹‹‹‹‹‹‹‹‹‹‹‹‹‹‹‹‹‹‹‹‹‹‹‹‹‹‹‹‹‹‹‹‹‹‹‹‹‹‹‹‹‹‹‹‹‹‹‹‹‹‹‹‹‹‹‹‹‹‹‹‹‹‹‹‹‹‹‹‹‹‹‹‹‹‹‹‹‹‹‹‹‹‹‹‹‹‹‹‹‹‹‹‹‹‹‹‹‹‹‹‹‹‹‹‹‹‹‹‹‹‹‹‹‹‹‹‹‹‹‹‹‹‹‹‹‹‹‹‹‹‹‹‹‹‹‹‹‹‹‹‹‹‹‹‹‹‹‹‹‹‹‹‹‹‹‹‹‹‹‹‹‹‹‹‹‹‹‹‹‹‹‹‹‹‹‹‹‹‹‹‹‹‹‹‹‹‹‹‹‹‹‹‹‹‹‹‹‹‹‹‹‹‹‹‹‹‹‹ <box>156 676 728 683</box>
gencode-transcript[interactable] <box>156 740 950 746</box>
alignment-base: = <box>348 1233 356 1247</box>
alignment-base: = <box>852 1248 860 1262</box>
omim-title[interactable]: OMIM Gene Phenotypes - Dark Green Can Be Disease-causing <box>382 943 724 957</box>
alignment-base: = <box>564 1233 572 1247</box>
alignment-base: = <box>276 1248 284 1262</box>
strand-chevrons-icon: ‹‹‹‹‹‹‹‹‹‹‹‹‹‹‹‹‹‹‹‹‹‹‹‹‹‹‹‹‹‹‹‹‹‹‹‹‹‹‹‹‹‹‹‹‹‹‹‹‹‹‹‹‹‹‹‹‹‹‹‹‹‹‹‹‹‹‹‹‹‹‹‹‹‹‹‹‹‹‹‹‹‹‹‹‹‹‹‹‹‹‹‹‹‹‹‹‹‹‹‹‹‹‹‹‹‹‹‹‹‹‹‹‹‹‹‹‹‹‹‹‹‹‹‹‹‹‹‹‹‹‹‹‹‹‹‹‹‹‹‹‹‹‹‹‹‹‹‹‹‹‹‹‹‹‹‹‹‹‹‹‹‹‹‹‹‹‹‹‹‹‹‹‹‹‹‹‹‹‹‹‹‹‹‹‹‹‹‹‹‹‹‹‹‹‹‹‹‹‹‹‹‹‹‹‹‹‹‹‹‹‹‹‹‹‹‹‹‹‹‹‹‹‹‹‹‹‹‹‹‹‹‹‹‹‹‹‹‹‹‹‹‹‹‹‹‹‹‹‹‹‹‹‹‹‹‹‹‹‹‹ <box>156 692 728 699</box>
gencode-transcript[interactable] <box>156 644 950 650</box>
strand-chevrons-icon: ‹‹‹‹‹‹‹‹‹‹‹‹‹‹‹‹‹‹‹‹‹‹‹‹‹‹‹‹‹‹‹‹‹‹‹‹‹‹‹‹‹‹‹‹‹‹‹‹‹‹‹‹‹‹‹‹‹‹‹‹‹‹‹‹‹‹‹‹‹‹‹‹‹‹‹‹‹‹‹‹‹‹‹‹‹‹‹‹‹‹‹‹‹‹‹‹‹‹‹‹‹‹‹‹‹‹‹‹‹‹‹‹‹‹‹‹‹‹‹‹‹‹‹‹‹‹‹‹‹‹‹‹‹‹‹‹‹‹‹‹‹‹‹‹‹‹‹‹‹‹‹‹‹‹‹‹‹‹‹‹‹‹‹‹‹‹‹‹‹‹‹‹‹‹‹‹‹‹‹‹‹‹‹‹‹‹‹‹‹‹‹‹‹‹‹‹‹‹‹‹‹‹‹‹‹‹‹‹‹‹‹‹‹‹‹‹‹‹‹‹‹‹‹‹‹‹‹‹‹‹‹‹‹‹‹‹‹‹‹‹‹‹‹‹‹‹‹‹‹‹‹‹‹‹‹‹‹‹‹‹ <box>156 276 728 283</box>
repeatmasker-feature[interactable] <box>156 1338 950 1353</box>
reference-base: A <box>311 49 320 63</box>
strand-chevrons-icon: ‹‹‹‹‹‹‹‹‹‹‹‹‹‹‹‹‹‹‹‹‹‹‹‹‹‹‹‹‹‹‹‹‹‹‹‹‹‹‹‹‹‹‹‹‹‹‹‹‹‹‹‹‹‹‹‹‹‹‹‹‹‹‹‹‹‹‹‹‹‹‹‹‹‹‹‹‹‹‹‹‹‹‹‹‹‹‹‹‹‹‹‹‹‹‹‹‹‹‹‹‹‹‹‹‹‹‹‹‹‹‹‹‹‹‹‹‹‹‹‹‹‹‹‹‹‹‹‹‹‹‹‹‹‹‹‹‹‹‹‹‹‹‹‹‹‹‹‹‹‹‹‹‹‹‹‹‹‹‹‹‹‹‹‹‹‹‹‹‹‹‹‹‹‹‹‹‹‹‹‹‹‹‹‹‹‹‹‹‹‹‹‹‹‹‹‹‹‹‹‹‹‹‹‹‹‹‹‹‹‹‹‹‹‹‹‹‹‹‹‹‹‹‹‹‹‹‹‹‹‹‹‹‹‹‹‹‹‹‹‹‹‹‹‹‹‹‹‹‹‹‹‹‹‹‹‹‹‹‹‹ <box>156 724 728 731</box>
alignment-base: - <box>818 1263 822 1277</box>
gtex-tissue-bar[interactable] <box>378 1046 382 1056</box>
species-label[interactable]: Rhesus <box>112 1218 153 1232</box>
dbsnp-feature-end[interactable] <box>876 989 878 1002</box>
gencode-transcript[interactable] <box>156 772 950 778</box>
gencode-transcript-label[interactable]: TRERF1 <box>106 128 153 142</box>
alignment-base: = <box>816 1248 824 1262</box>
gencode-transcript[interactable] <box>156 452 950 458</box>
gencode-transcript[interactable] <box>156 612 950 618</box>
gtex-tissue-bar[interactable] <box>288 1041 292 1056</box>
alignment-base: A <box>707 1203 716 1217</box>
gtex-tissue-bar[interactable] <box>414 1024 418 1056</box>
gencode-transcript[interactable] <box>156 228 950 234</box>
gencode-transcript[interactable] <box>156 788 950 794</box>
reference-base: A <box>779 49 788 63</box>
gtex-tissue-bar[interactable] <box>306 1024 310 1056</box>
alignment-base: G <box>887 1203 897 1217</box>
alignment-base: T <box>456 1248 464 1262</box>
gtex-tissue-bar[interactable] <box>204 1042 208 1056</box>
gtex-tissue-bar[interactable] <box>270 1034 274 1056</box>
gencode-transcript[interactable] <box>156 676 950 682</box>
species-label[interactable]: Chicken <box>109 1278 153 1292</box>
gencode-transcript[interactable] <box>156 516 950 522</box>
